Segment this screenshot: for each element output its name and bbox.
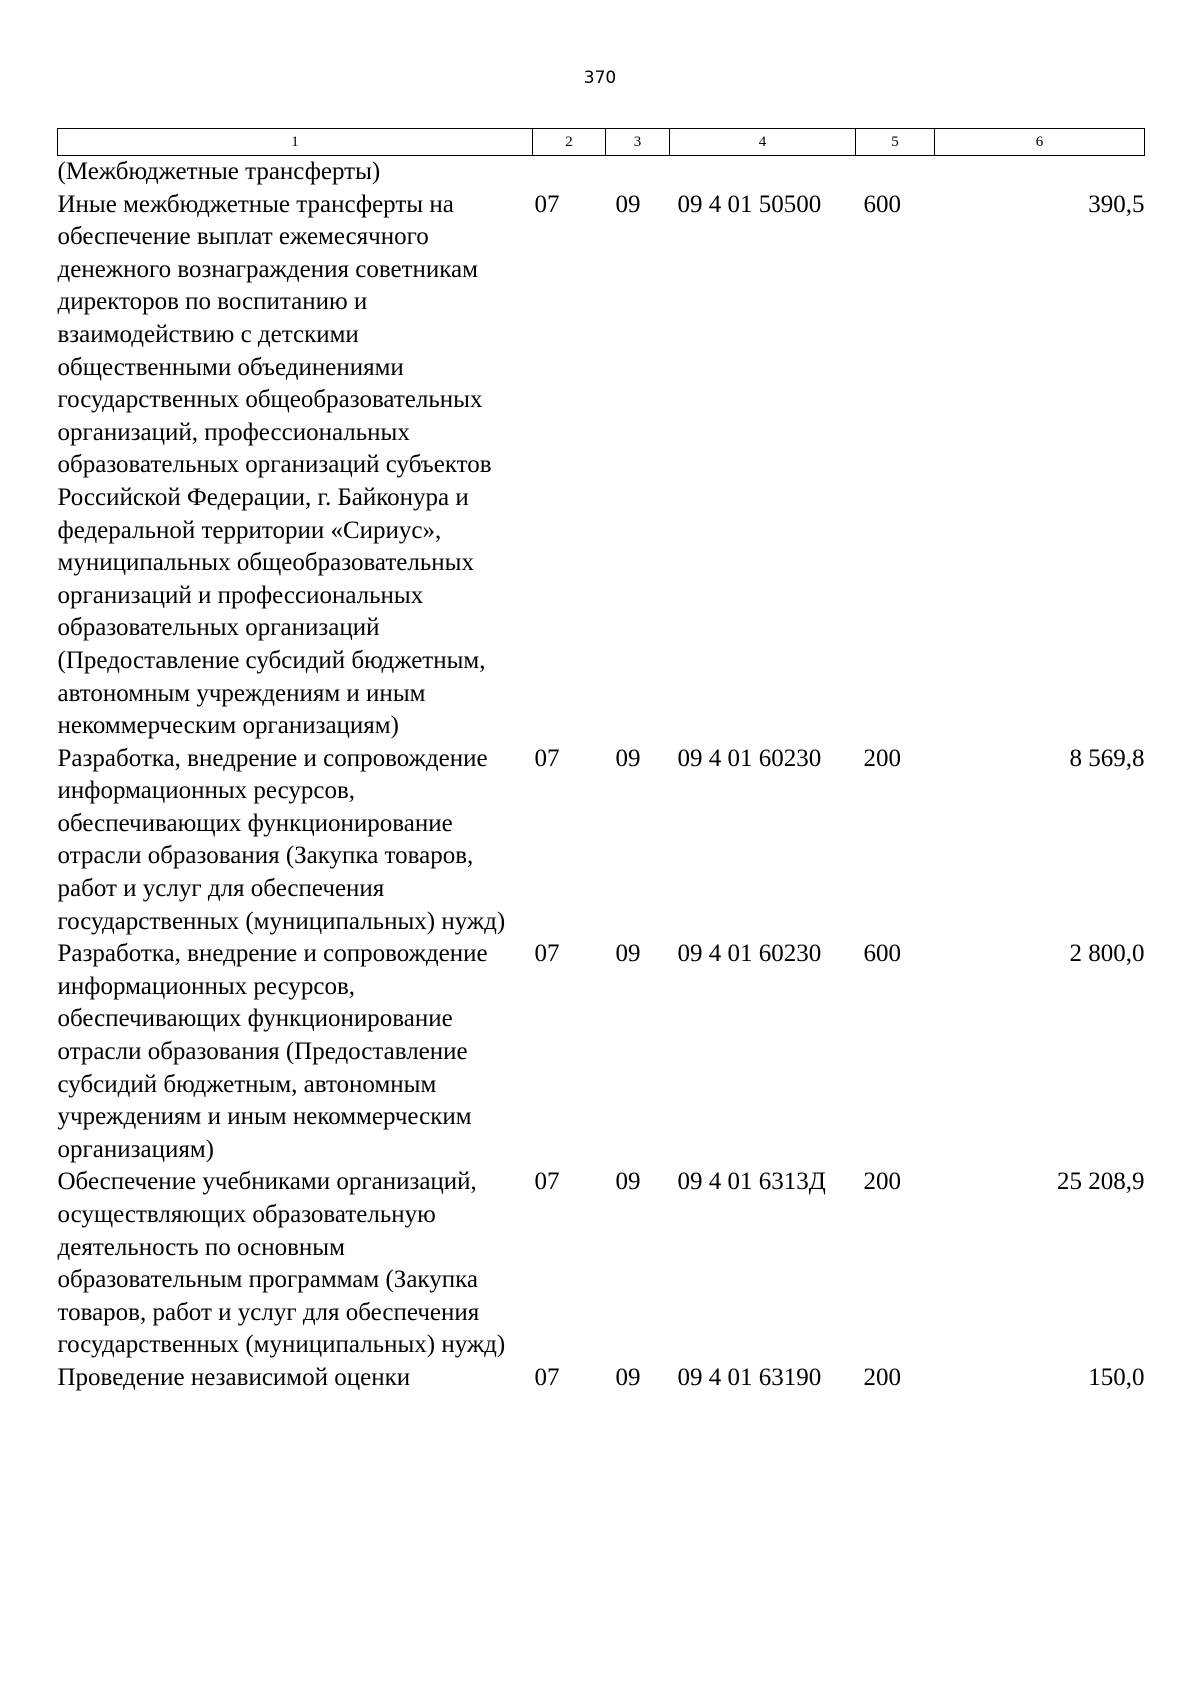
row-subsection: 09	[615, 1363, 641, 1391]
row-amount: 150,0	[1088, 1363, 1145, 1391]
row-subsection: 09	[615, 1168, 641, 1196]
row-target-article: 09 4 01 63190	[677, 1363, 822, 1391]
row-name: Иные межбюджетные трансферты на обеспечение выплат ежемесячного денежного вознаграждения советникам директоров по воспитанию и взаимодействию с детскими общественными объединениями государственных общеобразовательных организаций, профессиональных образовательных организаций субъектов Российской Федерации, г. Байконура и федеральной территории «Сириус», муниципальных общеобразовательных организаций и профессиональных образовательных организаций (Предоставление субсидий бюджетным, автономным учреждениям и иным некоммерческим организациям)	[57, 190, 492, 740]
page-number: 370	[583, 68, 617, 88]
column-header-name: 1	[58, 129, 533, 156]
row-name: Разработка, внедрение и сопровождение информационных ресурсов, обеспечивающих функционирование отрасли образования (Предоставление субсидий бюджетным, автономным учреждениям и иным некоммерческим организациям)	[57, 940, 488, 1163]
table-row	[58, 189, 1145, 743]
table-row	[58, 156, 1145, 189]
row-expense-type: 600	[863, 190, 901, 218]
row-target-article: 09 4 01 50500	[677, 190, 822, 218]
row-amount	[935, 156, 1145, 189]
column-header-amount: 6	[935, 129, 1145, 156]
row-section: 07	[534, 744, 560, 772]
row-amount: 2 800,0	[1069, 940, 1145, 968]
row-section	[533, 156, 606, 189]
column-header-subsection: 3	[606, 129, 670, 156]
row-expense-type: 200	[863, 1363, 901, 1391]
row-amount: 25 208,9	[1057, 1168, 1145, 1196]
table-header	[58, 129, 1145, 156]
row-target-article	[670, 156, 856, 189]
row-section: 07	[534, 190, 560, 218]
row-subsection	[606, 156, 670, 189]
row-subsection: 09	[615, 744, 641, 772]
table-row	[58, 1166, 1145, 1362]
row-expense-type: 600	[863, 940, 901, 968]
row-expense-type: 200	[863, 744, 901, 772]
row-name: Разработка, внедрение и сопровождение информационных ресурсов, обеспечивающих функционирование отрасли образования (Закупка товаров, работ и услуг для обеспечения государственных (муниципальных) нужд)	[57, 744, 506, 935]
row-section: 07	[534, 1168, 560, 1196]
row-amount: 8 569,8	[1069, 744, 1145, 772]
row-target-article: 09 4 01 60230	[677, 744, 822, 772]
row-subsection: 09	[615, 190, 641, 218]
row-expense-type: 200	[863, 1168, 901, 1196]
row-expense-type	[856, 156, 935, 189]
table-row	[58, 1362, 1145, 1395]
row-amount: 390,5	[1088, 190, 1145, 218]
row-name: Обеспечение учебниками организаций, осуществляющих образовательную деятельность по основным образовательным программам (Закупка товаров, работ и услуг для обеспечения государственных (муниципальных) нужд)	[57, 1168, 506, 1359]
table-row	[58, 938, 1145, 1166]
row-section: 07	[534, 940, 560, 968]
row-section: 07	[534, 1363, 560, 1391]
column-header-expense-type: 5	[856, 129, 935, 156]
column-header-section: 2	[533, 129, 606, 156]
column-header-target-article: 4	[670, 129, 856, 156]
row-target-article: 09 4 01 60230	[677, 940, 822, 968]
row-target-article: 09 4 01 6313Д	[677, 1168, 826, 1196]
table-row	[58, 743, 1145, 939]
row-name: (Межбюджетные трансферты)	[57, 158, 381, 185]
row-name: Проведение независимой оценки	[57, 1363, 411, 1391]
row-subsection: 09	[615, 940, 641, 968]
budget-table	[57, 128, 1145, 1395]
